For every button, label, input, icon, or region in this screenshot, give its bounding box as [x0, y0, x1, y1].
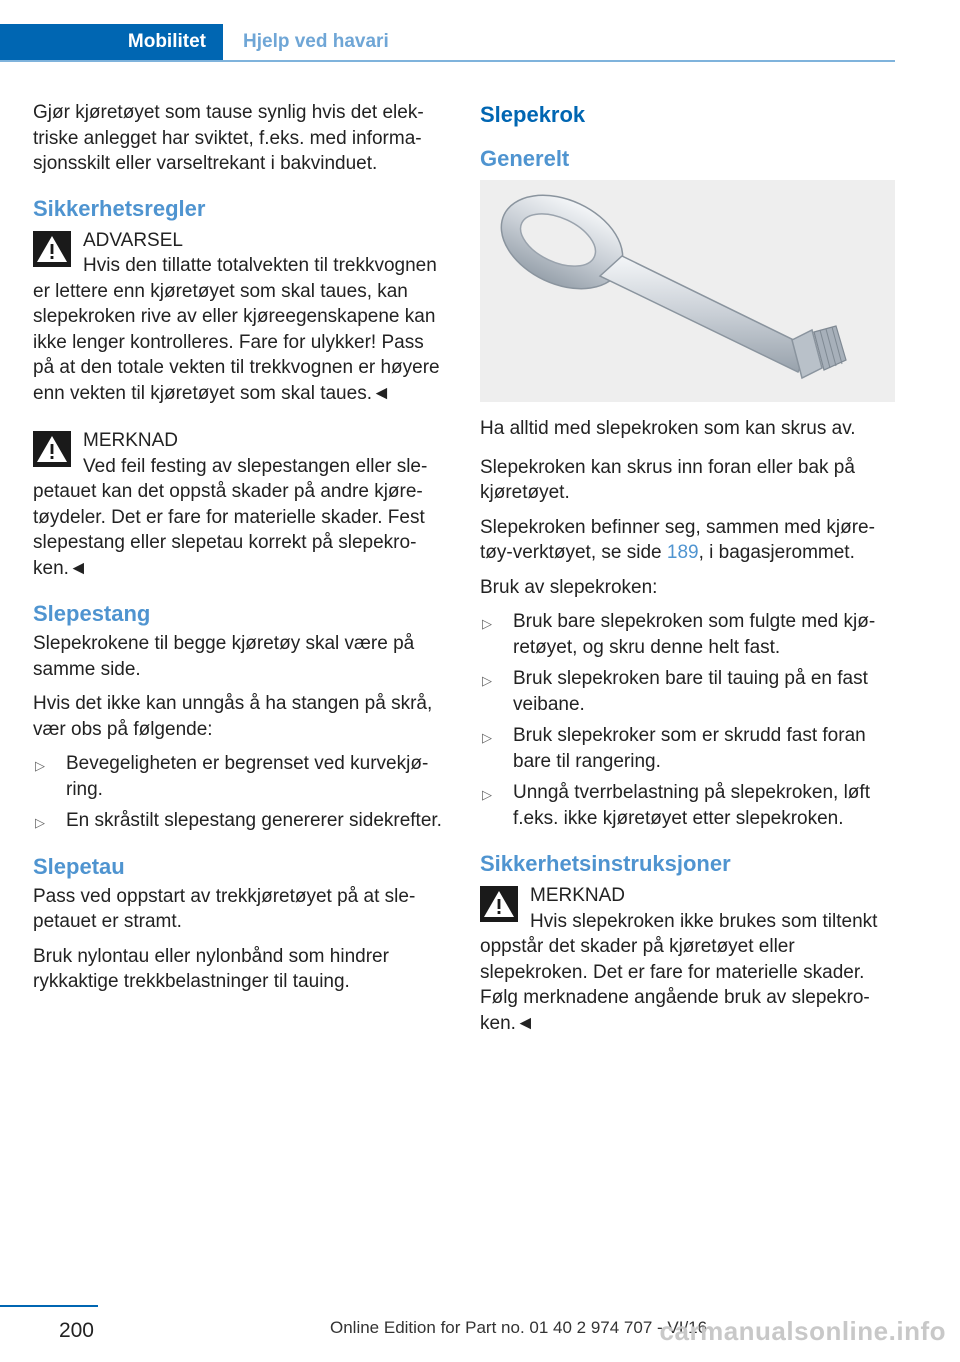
triangle-bullet-icon: ▷	[482, 616, 492, 631]
paragraph: Bruk av slepekroken:	[480, 576, 658, 598]
paragraph-page-reference: Slepekroken befinner seg, sammen med kjøretøy-verktøyet, se side 189, i bagasjerommet.	[480, 516, 875, 563]
heading-slepekrok: Slepekrok	[480, 102, 586, 127]
triangle-bullet-icon: ▷	[35, 815, 45, 830]
watermark: carmanualsonline.info	[659, 1316, 946, 1346]
warning-title: ADVARSEL	[83, 229, 183, 251]
warning-block-merknad	[33, 428, 448, 581]
list-item: ▷ Unngå tverrbelastning på slepekroken, løft f.eks. ikke kjøretøyet etter slepekroken.	[482, 782, 870, 829]
list-item: ▷ Bruk bare slepekroken som fulgte med kjøretøyet, og skru denne helt fast.	[482, 611, 876, 658]
page-number-block	[0, 1305, 98, 1343]
paragraph: Pass ved oppstart av trekkjøretøyet på at slepetauet er stramt.	[33, 885, 416, 932]
warning-triangle-icon	[33, 231, 71, 267]
heading-safety-instructions: Sikkerhetsinstruksjoner	[480, 851, 731, 876]
tab-hjelp-ved-havari[interactable]: Hjelp ved havari	[243, 31, 389, 52]
list-item: ▷ En skråstilt slepestang genererer sidekrefter.	[33, 808, 448, 834]
warning-text: Ved feil festing av slepestangen eller slepetauet kan det oppstå skader på andre kjøretøydeler. Det er fare for materielle skader. Fest slepestang eller slepetau korrekt på slepekroken.◄	[33, 455, 428, 579]
triangle-bullet-icon: ▷	[35, 758, 45, 773]
bullet-list	[33, 751, 448, 834]
warning-text: Hvis slepekroken ikke brukes som tiltenkt oppstår det skader på kjøretøyet eller slepekroken. Det er fare for materielle skader. Følg merknadene angående bruk av slepekroken.◄	[480, 910, 878, 1034]
header-divider	[0, 60, 895, 62]
paragraph: Ha alltid med slepekroken som kan skrus av.	[480, 418, 856, 439]
page-link-189[interactable]: 189	[666, 542, 699, 563]
heading-slepestang: Slepestang	[33, 601, 151, 626]
intro-paragraph: Gjør kjøretøyet som tause synlig hvis det elektriske anlegget har sviktet, f.eks. med informasjonsskilt eller varseltrekant i bakvinduet.	[33, 102, 424, 174]
warning-triangle-icon	[480, 886, 518, 922]
tow-hook-icon	[480, 180, 895, 402]
paragraph: Hvis det ikke kan unngås å ha stangen på skrå, vær obs på følgende:	[33, 693, 433, 740]
list-item: ▷ Bevegeligheten er begrenset ved kurvekjøring.	[35, 753, 429, 800]
triangle-bullet-icon: ▷	[482, 787, 492, 802]
list-item: ▷ Bruk slepekroker som er skrudd fast foran bare til rangering.	[482, 725, 866, 772]
warning-block-merknad	[480, 883, 895, 1036]
triangle-bullet-icon: ▷	[482, 730, 492, 745]
warning-triangle-icon	[33, 431, 71, 467]
tab-mobilitet[interactable]: Mobilitet	[0, 24, 223, 60]
bullet-list	[480, 609, 895, 831]
page-number-rule	[0, 1305, 98, 1307]
heading-slepetau: Slepetau	[33, 853, 125, 879]
heading-generelt: Generelt	[480, 146, 570, 171]
list-item: ▷ Bruk slepekroken bare til tauing på en fast veibane.	[482, 668, 868, 715]
right-column	[480, 100, 895, 1046]
warning-text: Hvis den tillatte totalvekten til trekkvognen er lettere enn kjøretøyet som skal taues, kan slepekroken rive av eller kjøreegenskapene kan ikke lenger kontrolleres. Fare for ulykker! Pass på at den totale vekten til trekkvognen er høyere enn vekten til kjøretøyet som skal taues.◄	[33, 255, 440, 404]
heading-safety-rules: Sikkerhetsregler	[33, 195, 206, 221]
warning-block-advarsel	[33, 228, 448, 407]
paragraph: Slepekrokene til begge kjøretøy skal være på samme side.	[33, 633, 415, 680]
left-column	[33, 100, 448, 1004]
warning-title: MERKNAD	[83, 430, 179, 451]
paragraph: Bruk nylontau eller nylonbånd som hindrer rykkaktige trekkbelastninger til tauing.	[33, 945, 389, 992]
triangle-bullet-icon: ▷	[482, 673, 492, 688]
chapter-header	[0, 24, 895, 62]
edition-footer: Online Edition for Part no. 01 40 2 974 707 - VI/16	[330, 1318, 708, 1337]
paragraph: Slepekroken kan skrus inn foran eller bak på kjøretøyet.	[480, 456, 855, 503]
warning-title: MERKNAD	[530, 885, 626, 906]
page-number: 200	[58, 1319, 94, 1342]
tow-hook-illustration	[480, 180, 895, 402]
